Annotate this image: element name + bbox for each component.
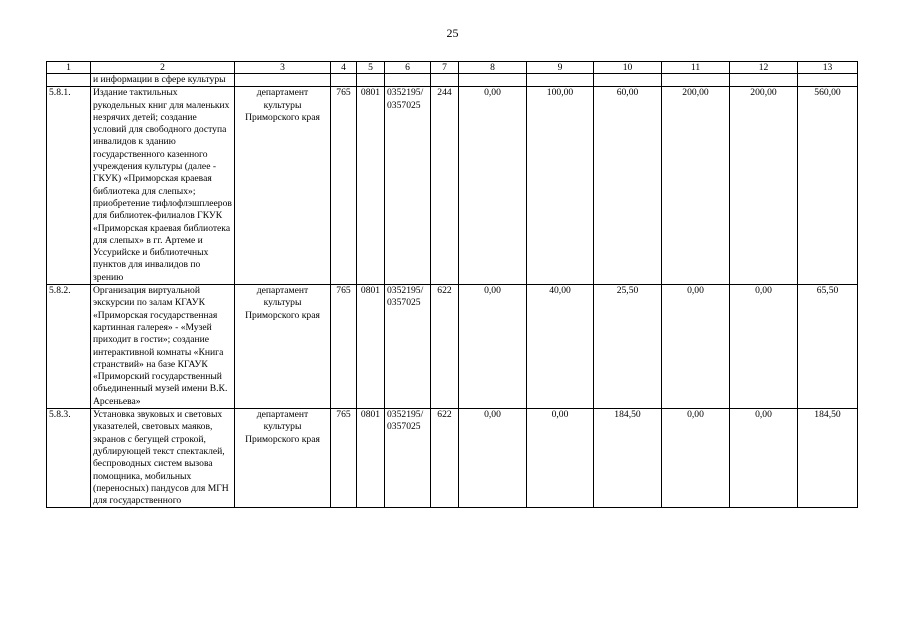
table-row [47,87,858,285]
row-department: департамент культуры Приморского края [235,285,331,409]
row-value-11: 200,00 [662,87,730,285]
column-header: 13 [798,62,858,74]
row-value-11: 0,00 [662,409,730,508]
column-header: 5 [357,62,385,74]
row-number: 5.8.2. [47,285,91,409]
row-value-13: 560,00 [798,87,858,285]
column-header: 10 [594,62,662,74]
table-cell [527,74,594,87]
row-code-6: 0352195/ 0357025 [385,409,431,508]
row-value-10: 60,00 [594,87,662,285]
table-cell [594,74,662,87]
column-header: 12 [730,62,798,74]
row-value-12: 200,00 [730,87,798,285]
column-header: 9 [527,62,594,74]
row-value-13: 65,50 [798,285,858,409]
row-value-8: 0,00 [459,87,527,285]
row-department: департамент культуры Приморского края [235,87,331,285]
row-description: Установка звуковых и световых указателей, световых маяков, экранов с бегущей строкой, дублирующей текст спектаклей, беспроводных систем вызова помощника, мобильных (переносных) пандусов для МГН для государственного [91,409,235,508]
row-description: Организация виртуальной экскурсии по залам КГАУК «Приморская государственная картинная галерея» - «Музей приходит в гости»; создание интерактивной комнаты «Книга странствий» на базе КГАУК «Приморский государственный объединенный музей имени В.К. Арсеньева» [91,285,235,409]
row-value-12: 0,00 [730,409,798,508]
row-department: департамент культуры Приморского края [235,409,331,508]
row-code-5: 0801 [357,285,385,409]
table-cell [385,74,431,87]
continuation-row [47,74,858,87]
budget-table [46,61,858,508]
page-number: 25 [446,26,459,40]
row-code-5: 0801 [357,409,385,508]
row-code-4: 765 [331,409,357,508]
table-cell [798,74,858,87]
table-cell [459,74,527,87]
row-code-6: 0352195/ 0357025 [385,285,431,409]
column-number-row [47,62,858,74]
row-value-10: 184,50 [594,409,662,508]
row-value-9: 0,00 [527,409,594,508]
row-value-13: 184,50 [798,409,858,508]
table-cell [431,74,459,87]
row-code-6: 0352195/ 0357025 [385,87,431,285]
table-cell [235,74,331,87]
row-code-7: 622 [431,285,459,409]
row-value-11: 0,00 [662,285,730,409]
row-code-5: 0801 [357,87,385,285]
row-number: 5.8.3. [47,409,91,508]
row-code-4: 765 [331,285,357,409]
row-code-7: 622 [431,409,459,508]
row-value-9: 100,00 [527,87,594,285]
column-header: 8 [459,62,527,74]
table-cell [47,74,91,87]
column-header: 2 [91,62,235,74]
table-row [47,409,858,508]
table-cell [357,74,385,87]
column-header: 6 [385,62,431,74]
column-header: 11 [662,62,730,74]
column-header: 7 [431,62,459,74]
row-number: 5.8.1. [47,87,91,285]
row-value-12: 0,00 [730,285,798,409]
column-header: 4 [331,62,357,74]
row-value-9: 40,00 [527,285,594,409]
column-header: 3 [235,62,331,74]
row-code-4: 765 [331,87,357,285]
row-code-7: 244 [431,87,459,285]
row-value-8: 0,00 [459,409,527,508]
row-description: Издание тактильных рукодельных книг для маленьких незрячих детей; создание условий для свободного доступа инвалидов к зданию государственного казенного учреждения культуры (далее - ГКУК) «Приморская краевая библиотека для слепых»; приобретение тифлофлэшплееров для библиотек-филиалов ГКУК «Приморская краевая библиотека для слепых» в гг. Артеме и Уссурийске и библиотечных пунктов для инвалидов по зрению [91,87,235,285]
table-row [47,285,858,409]
table-cell [730,74,798,87]
row-value-8: 0,00 [459,285,527,409]
row-value-10: 25,50 [594,285,662,409]
continuation-text: и информации в сфере культуры [91,74,235,87]
column-header: 1 [47,62,91,74]
table-cell [331,74,357,87]
table-cell [662,74,730,87]
